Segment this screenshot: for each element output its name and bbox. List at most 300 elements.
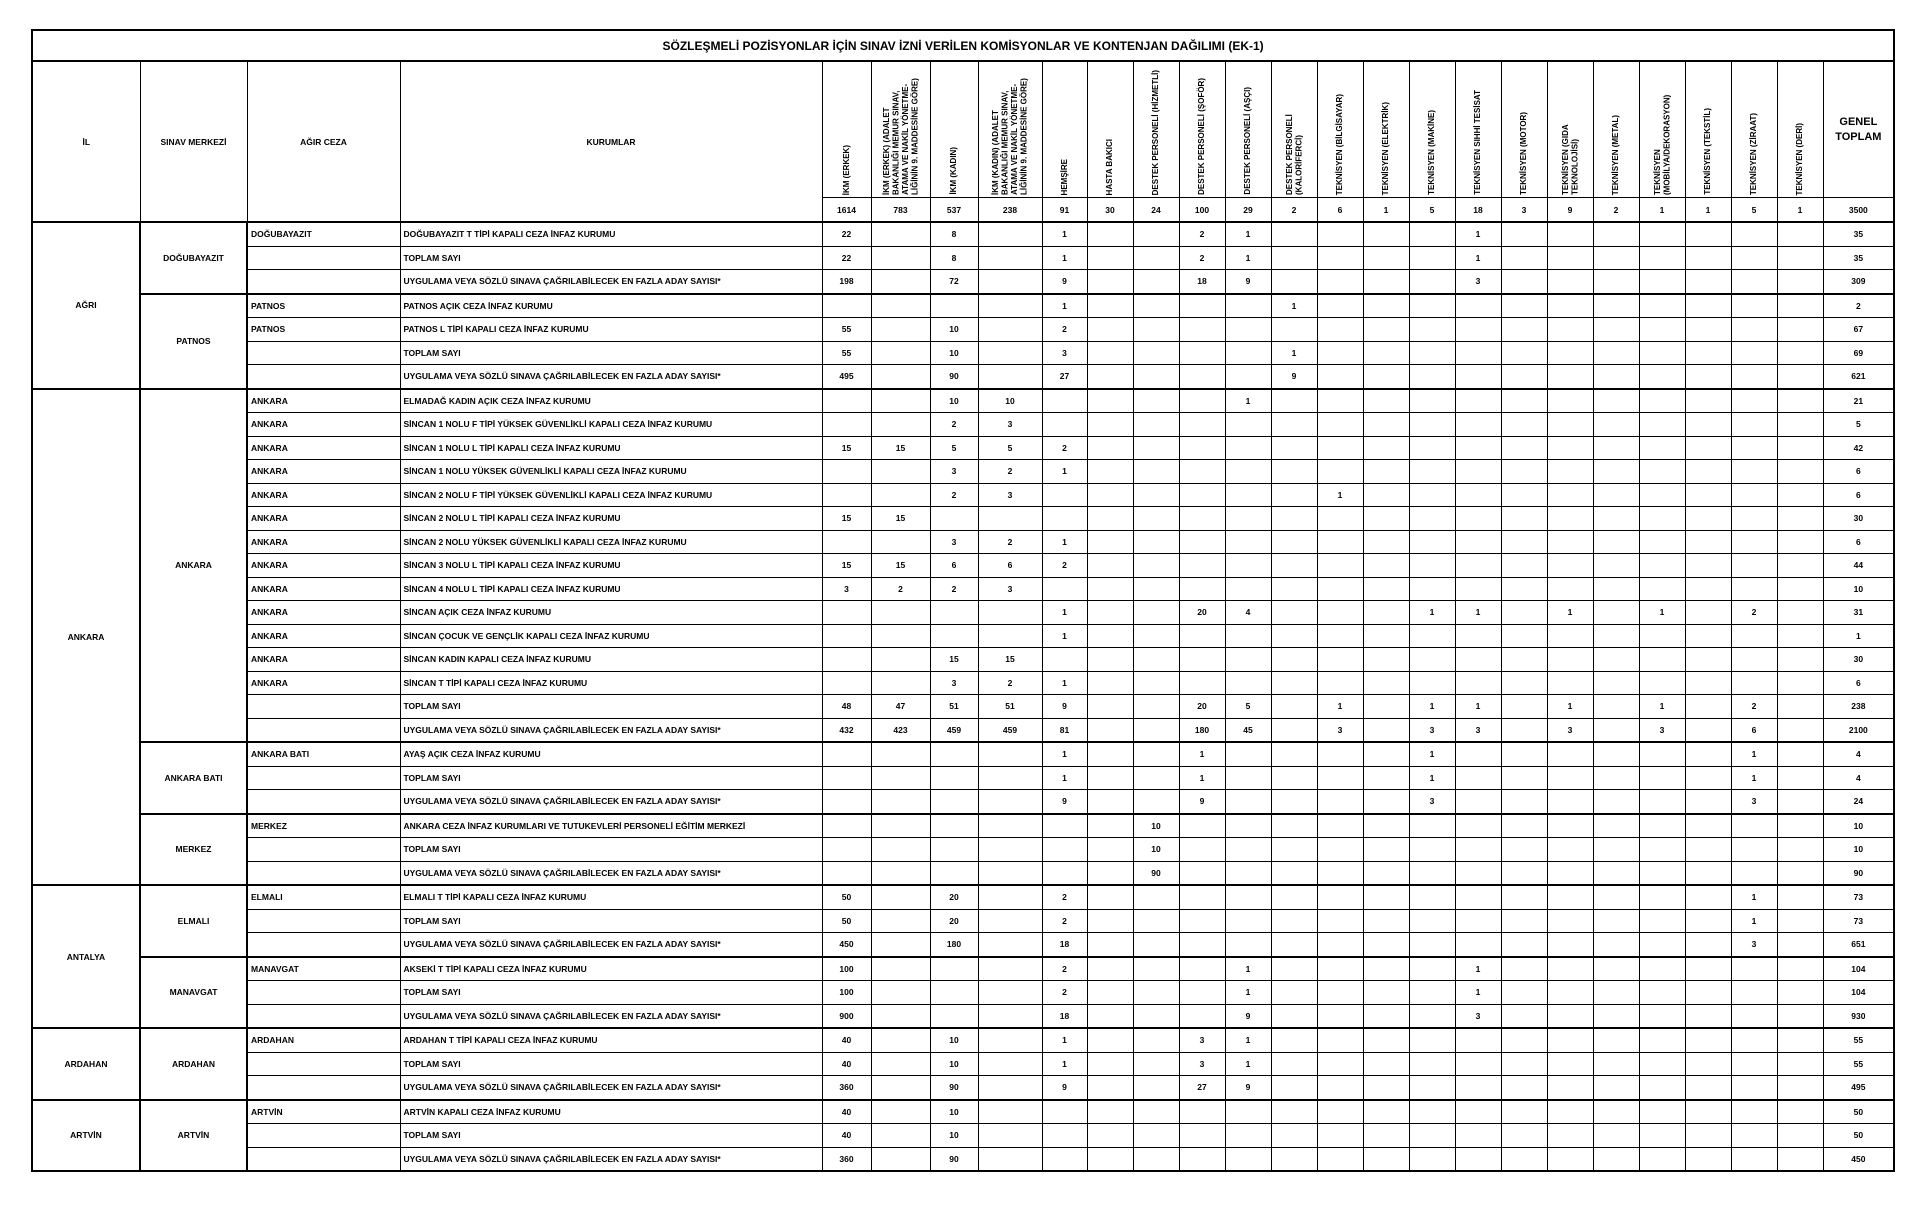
quota-cell <box>871 933 930 957</box>
quota-cell: 1 <box>1455 222 1501 246</box>
row-total-cell: 21 <box>1823 389 1894 413</box>
province-cell: AĞRI <box>32 222 140 389</box>
quota-cell <box>1317 365 1363 389</box>
quota-cell <box>1179 1100 1225 1124</box>
quota-cell: 432 <box>822 718 871 742</box>
quota-cell <box>930 790 978 814</box>
column-header <box>1409 61 1455 198</box>
quota-cell <box>1501 460 1547 484</box>
quota-cell <box>1501 671 1547 695</box>
quota-cell <box>871 814 930 838</box>
quota-cell <box>1639 554 1685 578</box>
quota-cell <box>1685 624 1731 648</box>
quota-cell <box>1179 814 1225 838</box>
agir-ceza-cell: ANKARA <box>247 507 400 531</box>
quota-cell <box>1685 766 1731 790</box>
quota-cell <box>1363 246 1409 270</box>
quota-cell <box>1087 957 1133 981</box>
quota-cell <box>1087 483 1133 507</box>
quota-cell <box>1271 624 1317 648</box>
agir-ceza-cell: ELMALI <box>247 885 400 909</box>
quota-cell <box>1133 1076 1179 1100</box>
row-total-cell: 495 <box>1823 1076 1894 1100</box>
quota-cell <box>1363 530 1409 554</box>
quota-cell <box>1777 507 1823 531</box>
quota-cell <box>1363 814 1409 838</box>
quota-cell <box>1179 294 1225 318</box>
quota-cell <box>1639 981 1685 1005</box>
institution-cell: TOPLAM SAYI <box>400 838 822 862</box>
quota-cell <box>1501 838 1547 862</box>
quota-cell <box>1685 695 1731 719</box>
quota-cell: 1 <box>1225 957 1271 981</box>
quota-cell <box>1455 1028 1501 1052</box>
quota-cell <box>978 222 1042 246</box>
quota-cell <box>1409 365 1455 389</box>
quota-cell: 423 <box>871 718 930 742</box>
quota-cell: 1 <box>1042 222 1087 246</box>
agir-ceza-cell: ANKARA <box>247 601 400 625</box>
quota-cell: 3 <box>1455 270 1501 294</box>
quota-cell <box>1639 222 1685 246</box>
quota-cell <box>1501 365 1547 389</box>
quota-cell <box>1593 1052 1639 1076</box>
quota-cell: 1 <box>1455 981 1501 1005</box>
quota-cell <box>1317 885 1363 909</box>
quota-cell <box>1271 246 1317 270</box>
quota-cell: 1 <box>1271 341 1317 365</box>
quota-cell <box>1455 460 1501 484</box>
agir-ceza-cell <box>247 365 400 389</box>
quota-cell <box>1225 671 1271 695</box>
column-header <box>1133 61 1179 198</box>
quota-cell <box>1042 1100 1087 1124</box>
quota-cell <box>1731 577 1777 601</box>
quota-cell: 2 <box>1731 695 1777 719</box>
quota-cell <box>1042 814 1087 838</box>
quota-cell <box>1087 814 1133 838</box>
quota-cell: 15 <box>871 554 930 578</box>
quota-cell: 2 <box>1042 554 1087 578</box>
quota-cell <box>1225 790 1271 814</box>
quota-cell <box>1271 1052 1317 1076</box>
quota-cell <box>1685 671 1731 695</box>
table-row <box>32 933 1894 957</box>
row-total-cell: 930 <box>1823 1004 1894 1028</box>
quota-cell <box>1501 766 1547 790</box>
quota-cell <box>930 981 978 1005</box>
quota-cell <box>1593 742 1639 766</box>
quota-cell <box>1087 933 1133 957</box>
quota-cell <box>1225 436 1271 460</box>
column-total: 5 <box>1731 198 1777 223</box>
quota-cell: 18 <box>1179 270 1225 294</box>
quota-cell <box>1501 957 1547 981</box>
quota-cell: 9 <box>1225 1004 1271 1028</box>
quota-cell: 50 <box>822 885 871 909</box>
quota-cell <box>1179 460 1225 484</box>
row-total-cell: 90 <box>1823 861 1894 885</box>
quota-cell <box>871 222 930 246</box>
quota-cell: 2 <box>1042 885 1087 909</box>
quota-cell <box>1409 981 1455 1005</box>
quota-cell <box>1547 436 1593 460</box>
quota-cell <box>1731 294 1777 318</box>
quota-cell <box>1179 413 1225 437</box>
quota-cell: 1 <box>1731 766 1777 790</box>
quota-cell <box>1685 885 1731 909</box>
quota-cell <box>1225 814 1271 838</box>
agir-ceza-cell: DOĞUBAYAZIT <box>247 222 400 246</box>
quota-cell <box>1547 246 1593 270</box>
quota-cell: 50 <box>822 909 871 933</box>
quota-cell <box>1225 294 1271 318</box>
institution-cell: AKSEKİ T TİPİ KAPALI CEZA İNFAZ KURUMU <box>400 957 822 981</box>
quota-cell <box>1409 270 1455 294</box>
institution-cell: SİNCAN 4 NOLU L TİPİ KAPALI CEZA İNFAZ KURUMU <box>400 577 822 601</box>
quota-cell <box>1317 1028 1363 1052</box>
quota-cell: 1 <box>1042 294 1087 318</box>
agir-ceza-cell: ANKARA <box>247 389 400 413</box>
agir-ceza-cell <box>247 1147 400 1171</box>
quota-cell <box>1409 838 1455 862</box>
quota-cell <box>1501 318 1547 342</box>
quota-cell <box>1179 318 1225 342</box>
column-total: 6 <box>1317 198 1363 223</box>
column-header-label: TEKNİSYEN (MAKİNE) <box>1427 110 1437 195</box>
quota-cell <box>1225 885 1271 909</box>
quota-cell <box>978 933 1042 957</box>
quota-cell <box>1363 766 1409 790</box>
quota-cell <box>1179 933 1225 957</box>
quota-cell <box>1271 861 1317 885</box>
column-header <box>978 61 1042 198</box>
quota-cell <box>1363 1004 1409 1028</box>
quota-cell <box>1363 838 1409 862</box>
quota-cell <box>1639 413 1685 437</box>
quota-cell: 27 <box>1179 1076 1225 1100</box>
quota-cell <box>1685 742 1731 766</box>
quota-cell <box>978 1147 1042 1171</box>
quota-cell <box>1593 460 1639 484</box>
quota-cell: 51 <box>930 695 978 719</box>
quota-cell <box>1731 981 1777 1005</box>
quota-cell <box>978 1028 1042 1052</box>
agir-ceza-cell: MERKEZ <box>247 814 400 838</box>
quota-cell <box>1455 790 1501 814</box>
quota-cell <box>1731 1052 1777 1076</box>
row-total-cell: 30 <box>1823 507 1894 531</box>
quota-cell: 90 <box>930 365 978 389</box>
quota-cell <box>1593 1028 1639 1052</box>
table-row <box>32 1028 1894 1052</box>
quota-cell <box>1087 1076 1133 1100</box>
quota-cell: 45 <box>1225 718 1271 742</box>
quota-cell <box>1685 413 1731 437</box>
quota-cell <box>978 318 1042 342</box>
quota-cell <box>822 648 871 672</box>
quota-cell <box>1409 814 1455 838</box>
quota-cell: 3 <box>1455 718 1501 742</box>
quota-cell <box>1225 530 1271 554</box>
column-total: 3 <box>1501 198 1547 223</box>
quota-cell: 47 <box>871 695 930 719</box>
quota-cell <box>871 483 930 507</box>
quota-cell <box>1179 1004 1225 1028</box>
quota-cell: 1 <box>1455 695 1501 719</box>
quota-cell <box>1363 483 1409 507</box>
agir-ceza-cell <box>247 861 400 885</box>
quota-cell: 1 <box>1042 246 1087 270</box>
quota-cell <box>1501 933 1547 957</box>
quota-cell <box>1501 718 1547 742</box>
row-total-cell: 10 <box>1823 577 1894 601</box>
quota-cell <box>1271 742 1317 766</box>
quota-cell <box>1455 861 1501 885</box>
quota-cell: 9 <box>1042 790 1087 814</box>
quota-cell <box>930 742 978 766</box>
quota-cell <box>1547 413 1593 437</box>
quota-cell <box>1087 530 1133 554</box>
quota-cell: 2 <box>978 530 1042 554</box>
quota-cell <box>1455 648 1501 672</box>
institution-cell: SİNCAN 2 NOLU YÜKSEK GÜVENLİKLİ KAPALI CEZA İNFAZ KURUMU <box>400 530 822 554</box>
quota-cell <box>1317 1124 1363 1148</box>
quota-cell <box>1317 222 1363 246</box>
quota-cell <box>1363 365 1409 389</box>
quota-cell <box>1685 838 1731 862</box>
quota-cell <box>1777 648 1823 672</box>
quota-cell <box>1087 601 1133 625</box>
quota-cell <box>1777 246 1823 270</box>
province-cell: ANTALYA <box>32 885 140 1028</box>
quota-cell <box>1777 460 1823 484</box>
quota-cell <box>1685 507 1731 531</box>
institution-cell: AYAŞ AÇIK CEZA İNFAZ KURUMU <box>400 742 822 766</box>
quota-cell <box>1731 814 1777 838</box>
quota-cell <box>1409 1100 1455 1124</box>
quota-cell: 1 <box>1225 1028 1271 1052</box>
quota-cell <box>1225 318 1271 342</box>
quota-cell <box>1409 957 1455 981</box>
quota-cell <box>1547 957 1593 981</box>
quota-cell <box>1685 530 1731 554</box>
table-row <box>32 483 1894 507</box>
quota-cell <box>1087 318 1133 342</box>
institution-cell: TOPLAM SAYI <box>400 341 822 365</box>
column-header <box>1547 61 1593 198</box>
header-il: İL <box>32 61 140 222</box>
quota-cell <box>1363 270 1409 294</box>
quota-cell <box>1317 1100 1363 1124</box>
quota-cell <box>1593 601 1639 625</box>
quota-cell <box>1087 554 1133 578</box>
quota-cell <box>1133 1147 1179 1171</box>
quota-cell <box>1042 861 1087 885</box>
quota-cell <box>1087 270 1133 294</box>
quota-cell <box>1225 577 1271 601</box>
quota-cell <box>1547 933 1593 957</box>
quota-cell <box>1501 222 1547 246</box>
column-header-label: DESTEK PERSONELİ (HİZMETLİ) <box>1151 69 1161 195</box>
quota-cell <box>871 601 930 625</box>
quota-cell <box>1271 671 1317 695</box>
quota-cell: 90 <box>1133 861 1179 885</box>
quota-cell <box>1317 814 1363 838</box>
quota-cell <box>1777 838 1823 862</box>
quota-cell <box>1639 933 1685 957</box>
quota-cell <box>1225 909 1271 933</box>
quota-cell: 198 <box>822 270 871 294</box>
column-header-label: DESTEK PERSONELİ (AŞÇI) <box>1243 87 1253 195</box>
quota-cell: 3 <box>1731 933 1777 957</box>
quota-cell <box>871 341 930 365</box>
quota-cell <box>1225 1124 1271 1148</box>
quota-cell <box>1639 909 1685 933</box>
quota-cell: 3 <box>978 413 1042 437</box>
quota-cell <box>871 318 930 342</box>
quota-cell <box>1593 790 1639 814</box>
quota-cell: 2 <box>930 413 978 437</box>
quota-cell <box>1639 1004 1685 1028</box>
quota-cell <box>978 981 1042 1005</box>
quota-cell: 15 <box>822 436 871 460</box>
quota-cell <box>1409 624 1455 648</box>
quota-cell: 10 <box>1133 838 1179 862</box>
quota-cell: 10 <box>930 1124 978 1148</box>
quota-cell <box>1547 460 1593 484</box>
row-total-cell: 69 <box>1823 341 1894 365</box>
quota-cell <box>871 671 930 695</box>
quota-cell <box>1271 814 1317 838</box>
quota-cell <box>1731 838 1777 862</box>
quota-cell <box>1777 1124 1823 1148</box>
quota-cell <box>978 246 1042 270</box>
quota-cell <box>1317 671 1363 695</box>
quota-cell: 3 <box>1179 1052 1225 1076</box>
quota-cell <box>1179 957 1225 981</box>
quota-cell <box>1777 957 1823 981</box>
agir-ceza-cell: ANKARA <box>247 671 400 695</box>
quota-cell <box>1225 460 1271 484</box>
quota-cell <box>1455 814 1501 838</box>
quota-cell: 180 <box>930 933 978 957</box>
quota-cell <box>822 838 871 862</box>
quota-cell <box>1547 671 1593 695</box>
quota-cell: 10 <box>930 1052 978 1076</box>
agir-ceza-cell: ARDAHAN <box>247 1028 400 1052</box>
quota-cell <box>822 389 871 413</box>
quota-cell: 1 <box>1639 601 1685 625</box>
quota-cell <box>1271 957 1317 981</box>
quota-cell <box>1409 318 1455 342</box>
quota-cell <box>1685 1076 1731 1100</box>
column-header <box>1593 61 1639 198</box>
quota-cell <box>1501 648 1547 672</box>
quota-cell <box>1271 507 1317 531</box>
column-total: 1 <box>1685 198 1731 223</box>
quota-cell <box>1409 341 1455 365</box>
row-total-cell: 4 <box>1823 766 1894 790</box>
quota-cell <box>1501 294 1547 318</box>
agir-ceza-cell <box>247 246 400 270</box>
table-row <box>32 957 1894 981</box>
agir-ceza-cell: ANKARA <box>247 436 400 460</box>
quota-cell <box>871 624 930 648</box>
row-total-cell: 42 <box>1823 436 1894 460</box>
quota-cell <box>1777 1052 1823 1076</box>
quota-cell <box>1731 1147 1777 1171</box>
quota-cell <box>871 1052 930 1076</box>
quota-cell <box>1133 695 1179 719</box>
quota-cell <box>1731 270 1777 294</box>
quota-cell <box>1271 766 1317 790</box>
row-total-cell: 35 <box>1823 222 1894 246</box>
quota-cell: 9 <box>1042 1076 1087 1100</box>
quota-cell <box>1685 483 1731 507</box>
quota-cell <box>1455 766 1501 790</box>
quota-cell <box>1547 483 1593 507</box>
quota-cell <box>1639 389 1685 413</box>
quota-cell <box>1455 554 1501 578</box>
quota-cell <box>1409 554 1455 578</box>
quota-cell <box>871 460 930 484</box>
quota-cell <box>1271 1147 1317 1171</box>
row-total-cell: 10 <box>1823 814 1894 838</box>
column-header <box>1087 61 1133 198</box>
quota-cell <box>1501 270 1547 294</box>
quota-cell <box>1317 246 1363 270</box>
quota-cell <box>1777 577 1823 601</box>
quota-cell: 459 <box>978 718 1042 742</box>
quota-cell <box>1271 270 1317 294</box>
quota-cell <box>1593 554 1639 578</box>
quota-cell <box>822 483 871 507</box>
quota-cell <box>1501 246 1547 270</box>
quota-cell <box>1133 909 1179 933</box>
quota-cell <box>1363 933 1409 957</box>
agir-ceza-cell <box>247 766 400 790</box>
table-row <box>32 436 1894 460</box>
quota-cell <box>1409 909 1455 933</box>
quota-cell <box>1455 838 1501 862</box>
quota-cell <box>1133 648 1179 672</box>
quota-cell <box>1087 766 1133 790</box>
quota-cell: 3 <box>930 530 978 554</box>
quota-cell <box>1087 365 1133 389</box>
quota-cell <box>1593 1100 1639 1124</box>
quota-cell <box>1317 460 1363 484</box>
quota-cell <box>1133 341 1179 365</box>
quota-cell: 22 <box>822 246 871 270</box>
quota-cell <box>1593 933 1639 957</box>
quota-cell: 40 <box>822 1100 871 1124</box>
quota-cell <box>1593 1004 1639 1028</box>
row-total-cell: 67 <box>1823 318 1894 342</box>
quota-cell <box>1685 554 1731 578</box>
quota-cell <box>1455 1076 1501 1100</box>
quota-cell <box>1179 554 1225 578</box>
quota-cell <box>1639 1100 1685 1124</box>
column-total: 29 <box>1225 198 1271 223</box>
quota-cell <box>1685 1052 1731 1076</box>
quota-cell <box>1225 554 1271 578</box>
quota-cell <box>1225 365 1271 389</box>
quota-cell <box>1777 341 1823 365</box>
quota-cell <box>1133 766 1179 790</box>
quota-cell <box>1639 671 1685 695</box>
quota-cell <box>1179 1124 1225 1148</box>
